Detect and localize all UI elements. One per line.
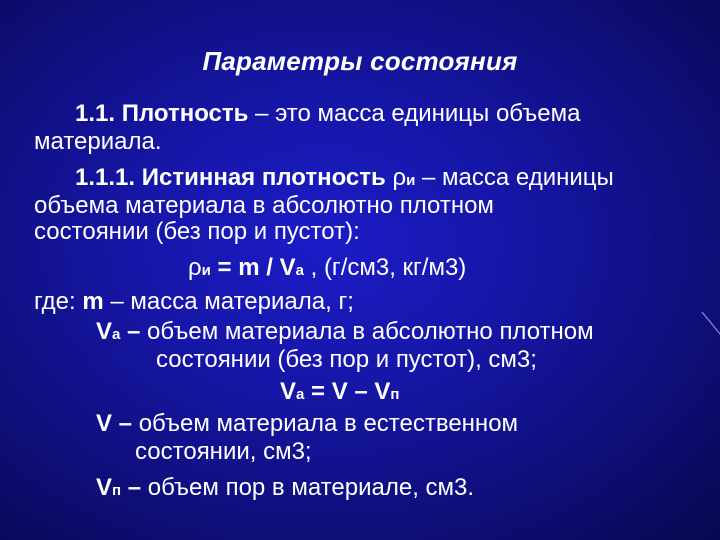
formula2-rest: = V – V xyxy=(304,378,391,405)
where-prefix: где: xyxy=(34,288,83,315)
where-mass-line xyxy=(34,288,354,316)
vp-symbol: V xyxy=(96,474,113,501)
true-density-cont-2: состоянии (без пор и пустот): xyxy=(34,218,360,245)
volume-formula xyxy=(280,378,399,409)
slide-title: Параметры состояния xyxy=(202,46,518,76)
formula-rho-subscript: и xyxy=(201,262,211,279)
formula-rho: ρ xyxy=(188,254,202,281)
density-heading: 1.1. Плотность xyxy=(75,100,249,127)
formula-v-subscript: а xyxy=(295,262,304,279)
mass-symbol: m xyxy=(82,288,104,315)
va-definition-cont: состоянии (без пор и пустот), см3; xyxy=(156,346,537,373)
v-symbol: V – xyxy=(96,410,133,437)
true-density-cont-1: объема материала в абсолютно плотном xyxy=(34,192,494,219)
formula-equation: = m / V xyxy=(210,254,296,281)
v-definition-line xyxy=(96,410,518,438)
formula2-vp-subscript: п xyxy=(390,386,400,403)
va-symbol: V xyxy=(96,318,113,345)
mass-description: – масса материала, г; xyxy=(103,288,354,315)
va-subscript: а xyxy=(112,326,121,343)
vp-subscript: п xyxy=(112,482,122,499)
density-formula xyxy=(188,254,466,285)
formula2-va: V xyxy=(280,378,297,405)
formula2-va-subscript: а xyxy=(296,386,305,403)
true-density-line xyxy=(75,164,614,195)
rho-subscript: и xyxy=(406,172,416,189)
vp-dash: – xyxy=(121,474,142,501)
v-description: объем материала в естественном xyxy=(132,410,519,437)
true-density-heading: 1.1.1. Истинная плотность xyxy=(75,164,393,191)
vp-description: объем пор в материале, см3. xyxy=(141,474,475,501)
formula-units: , (г/см3, кг/м3) xyxy=(303,254,467,281)
decorative-line xyxy=(700,310,720,336)
rho-symbol: ρ xyxy=(392,164,407,191)
true-density-text: – масса единицы xyxy=(415,164,614,191)
va-definition-line xyxy=(96,318,594,349)
density-definition-cont: материала. xyxy=(34,128,162,155)
va-description: объем материала в абсолютно плотном xyxy=(140,318,594,345)
density-definition-text: – это масса единицы объема xyxy=(248,100,581,127)
va-dash: – xyxy=(120,318,141,345)
density-definition-line xyxy=(75,100,580,128)
v-definition-cont: состоянии, см3; xyxy=(135,438,312,465)
vp-definition-line xyxy=(96,474,474,505)
